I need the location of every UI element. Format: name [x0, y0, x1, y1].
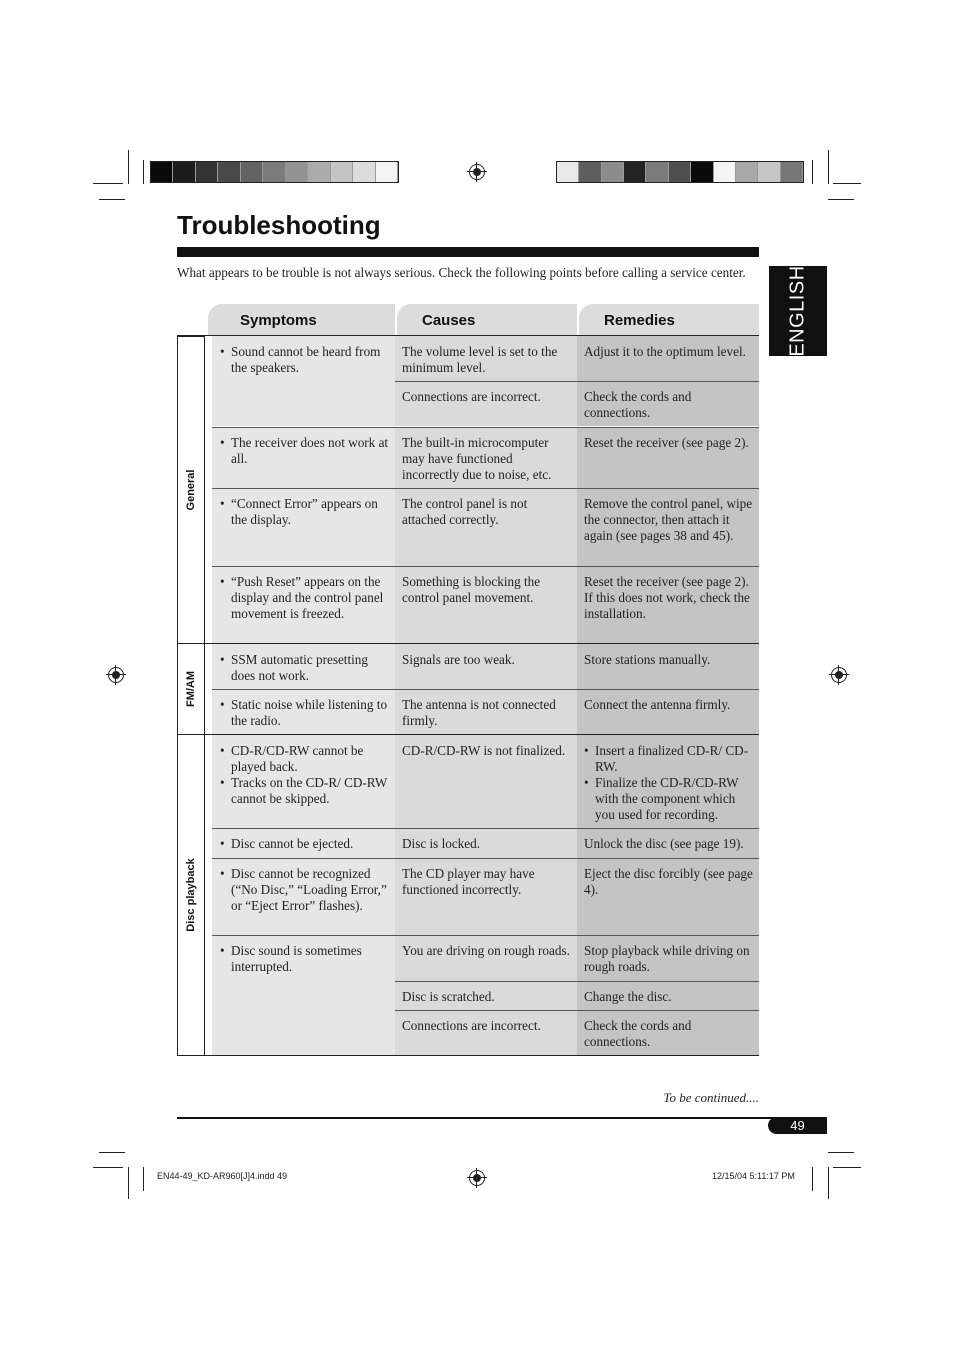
row-divider	[395, 381, 759, 382]
table-row-symptom: • The receiver does not work at all.	[212, 427, 395, 488]
header-symptoms: Symptoms	[208, 304, 395, 336]
registration-mark-icon	[469, 1170, 485, 1186]
row-divider	[212, 566, 759, 567]
crop-mark	[828, 1152, 854, 1153]
table-row-symptom: • CD-R/CD-RW cannot be played back. • Tracks on the CD-R/ CD-RW cannot be skipped.	[212, 735, 395, 828]
footer-rule	[177, 1117, 827, 1119]
crop-mark	[812, 1167, 813, 1191]
table-row-symptom: • Disc cannot be recognized (“No Disc,” “Loading Error,” or “Eject Error” flashes).	[212, 858, 395, 935]
crop-mark	[128, 150, 129, 184]
registration-mark-icon	[831, 667, 847, 683]
crop-mark	[143, 1167, 144, 1191]
row-divider	[212, 828, 759, 829]
table-row-remedy	[577, 735, 759, 828]
table-row-cause: Disc is locked.	[395, 828, 577, 858]
table-row-remedy: Remove the control panel, wipe the connector, then attach it again (see pages 38 and 45).	[577, 488, 759, 566]
language-tab-label: ENGLISH	[786, 265, 809, 357]
row-divider	[395, 981, 759, 982]
crop-mark	[828, 1167, 829, 1199]
row-divider	[212, 427, 759, 428]
crop-mark	[833, 183, 861, 184]
crop-mark	[812, 160, 813, 184]
remedy-bullet: • Finalize the CD-R/CD-RW with the component which you used for recording.	[584, 775, 753, 823]
remedy-bullet: • Insert a finalized CD-R/ CD-RW.	[584, 743, 753, 775]
title-rule	[177, 247, 759, 257]
group-fm-am: FM/AM	[177, 643, 205, 735]
table-row-symptom: • “Connect Error” appears on the display.	[212, 488, 395, 566]
row-divider	[177, 643, 759, 644]
language-tab	[769, 266, 827, 356]
table-row-remedy: Change the disc.	[577, 981, 759, 1010]
table-row-cause: Connections are incorrect.	[395, 381, 577, 426]
table-row-cause: Signals are too weak.	[395, 644, 577, 689]
table-row-remedy: Stop playback while driving on rough roads.	[577, 935, 759, 981]
crop-mark	[99, 199, 125, 200]
table-row-symptom: • Disc cannot be ejected.	[212, 828, 395, 858]
date-slug: 12/15/04 5:11:17 PM	[712, 1171, 795, 1181]
table-row-remedy: Connect the antenna firmly.	[577, 689, 759, 734]
row-divider	[212, 935, 759, 936]
table-row-remedy: Check the cords and connections.	[577, 381, 759, 426]
table-row-cause: CD-R/CD-RW is not finalized.	[395, 735, 577, 828]
table-row-cause: Connections are incorrect.	[395, 1010, 577, 1055]
row-divider	[177, 734, 759, 735]
crop-mark	[143, 160, 144, 184]
table-row-symptom: • Sound cannot be heard from the speakers.	[212, 336, 395, 426]
table-row-remedy: Store stations manually.	[577, 644, 759, 689]
table-row-remedy: Reset the receiver (see page 2).	[577, 427, 759, 488]
group-general: General	[177, 336, 205, 644]
row-divider	[395, 1010, 759, 1011]
table-row-symptom: • Static noise while listening to the radio.	[212, 689, 395, 734]
table-row-symptom: • “Push Reset” appears on the display and the control panel movement is freezed.	[212, 566, 395, 643]
color-bar-right	[556, 161, 804, 183]
registration-mark-icon	[469, 164, 485, 180]
page-number: 49	[768, 1117, 827, 1134]
table-row-symptom: • SSM automatic presetting does not work.	[212, 644, 395, 689]
table-row-remedy: Reset the receiver (see page 2). If this does not work, check the installation.	[577, 566, 759, 643]
header-remedies: Remedies	[579, 304, 759, 336]
row-divider	[212, 488, 759, 489]
table-row-remedy: Unlock the disc (see page 19).	[577, 828, 759, 858]
table-row-cause: The built-in microcomputer may have functioned incorrectly due to noise, etc.	[395, 427, 577, 488]
color-bar-left	[150, 161, 399, 183]
table-row-cause: Something is blocking the control panel movement.	[395, 566, 577, 643]
crop-mark	[93, 183, 123, 184]
crop-mark	[93, 1167, 123, 1168]
crop-mark	[828, 199, 854, 200]
intro-text: What appears to be trouble is not always serious. Check the following points before calling a service center.	[177, 265, 746, 280]
table-row-cause: You are driving on rough roads.	[395, 935, 577, 981]
continued-note: To be continued....	[663, 1090, 759, 1105]
table-row-remedy: Check the cords and connections.	[577, 1010, 759, 1055]
table-row-remedy: Adjust it to the optimum level.	[577, 336, 759, 381]
table-row-cause: The antenna is not connected firmly.	[395, 689, 577, 734]
table-bottom-rule	[177, 1055, 759, 1056]
header-causes: Causes	[397, 304, 577, 336]
crop-mark	[99, 1152, 125, 1153]
table-row-cause: The control panel is not attached correctly.	[395, 488, 577, 566]
file-slug: EN44-49_KD-AR960[J]4.indd 49	[157, 1171, 288, 1181]
row-divider	[212, 858, 759, 859]
crop-mark	[833, 1167, 861, 1168]
table-row-remedy: Eject the disc forcibly (see page 4).	[577, 858, 759, 935]
table-row-symptom: • Disc sound is sometimes interrupted.	[212, 935, 395, 1055]
row-divider	[212, 689, 759, 690]
crop-mark	[128, 1167, 129, 1199]
group-disc-playback: Disc playback	[177, 734, 205, 1056]
table-row-cause: The volume level is set to the minimum level.	[395, 336, 577, 381]
crop-mark	[828, 150, 829, 184]
page-title: Troubleshooting	[177, 210, 381, 240]
table-row-cause: The CD player may have functioned incorrectly.	[395, 858, 577, 935]
registration-mark-icon	[108, 667, 124, 683]
table-row-cause: Disc is scratched.	[395, 981, 577, 1010]
